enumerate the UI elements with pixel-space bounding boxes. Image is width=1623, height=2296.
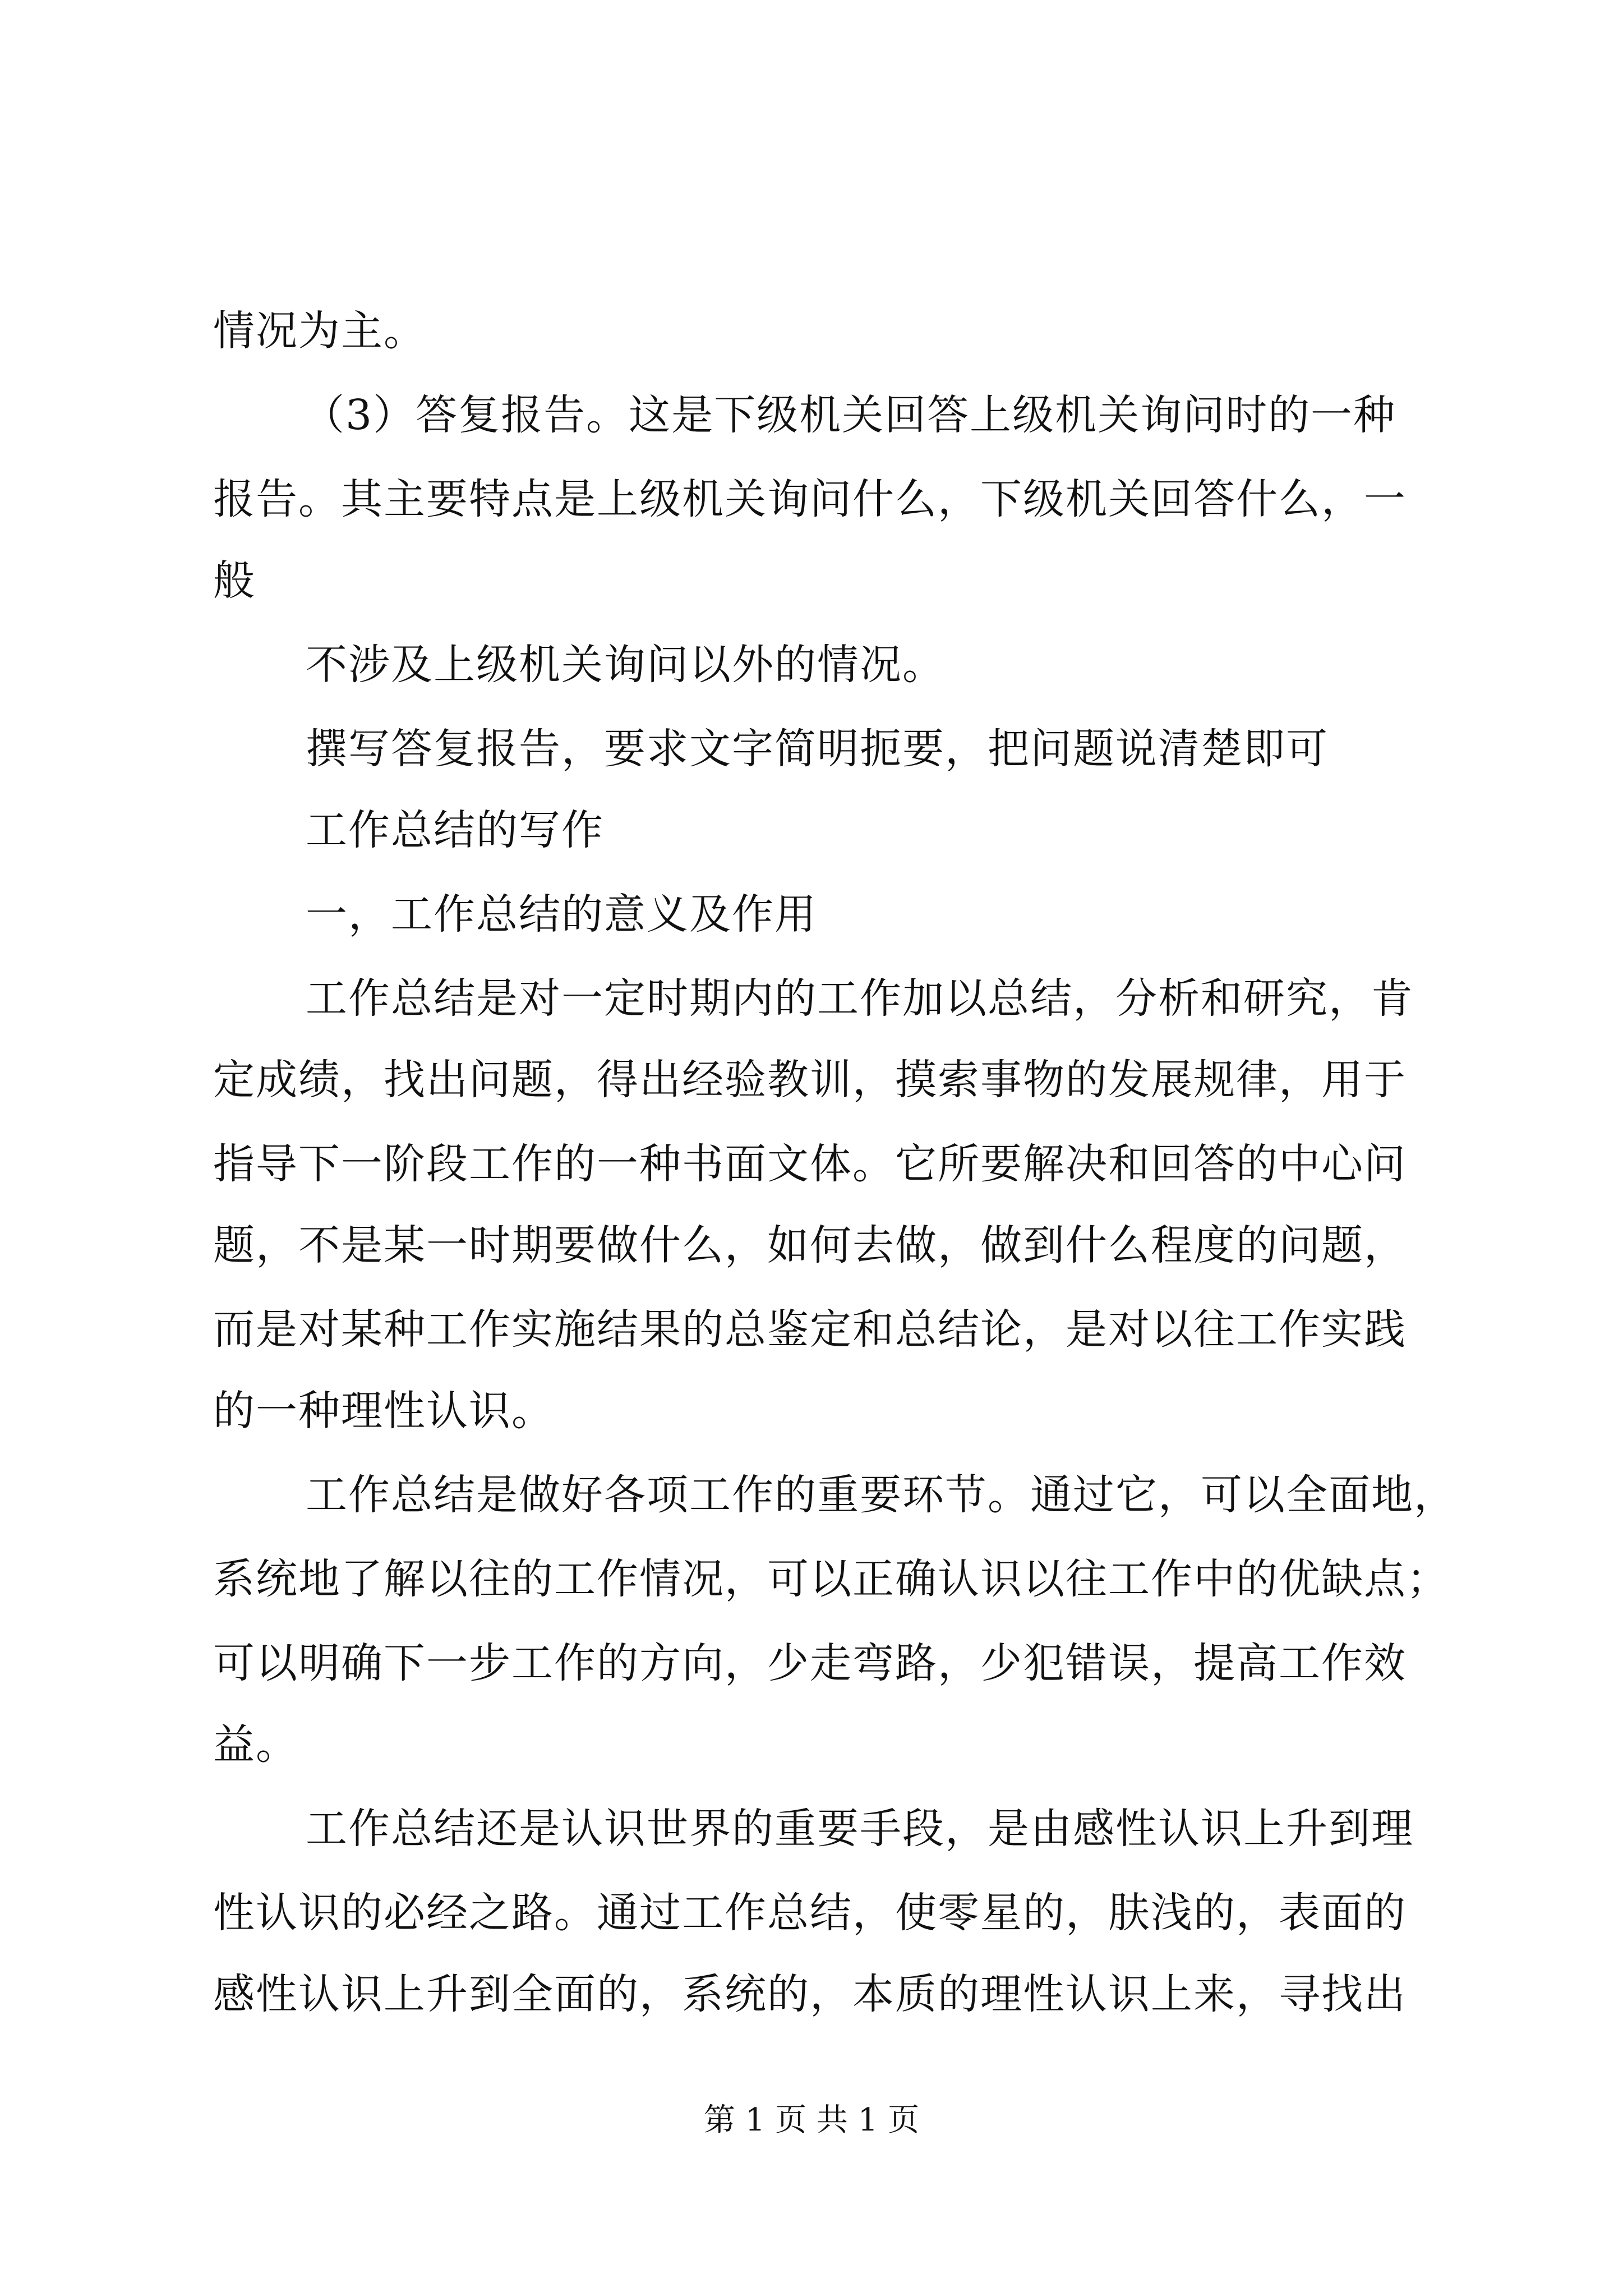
text-line: 工作总结是做好各项工作的重要环节。通过它，可以全面地， bbox=[306, 1471, 1456, 1519]
text-line: 可以明确下一步工作的方向，少走弯路，少犯错误，提高工作效 bbox=[213, 1639, 1407, 1687]
text-line: （3）答复报告。这是下级机关回答上级机关询问时的一种 bbox=[303, 391, 1396, 439]
text-line: 指导下一阶段工作的一种书面文体。它所要解决和回答的中心问 bbox=[213, 1140, 1407, 1188]
text-line: 的一种理性认识。 bbox=[213, 1387, 554, 1435]
text-line: 般 bbox=[213, 556, 256, 605]
page-footer: 第 1 页 共 1 页 bbox=[703, 2102, 920, 2138]
section-heading: 工作总结的写作 bbox=[306, 806, 604, 854]
text-line: 定成绩，找出问题，得出经验教训，摸索事物的发展规律，用于 bbox=[213, 1056, 1407, 1104]
subsection-heading: 一，工作总结的意义及作用 bbox=[306, 890, 817, 938]
text-line: 益。 bbox=[213, 1720, 298, 1769]
text-line: 感性认识上升到全面的，系统的，本质的理性认识上来，寻找出 bbox=[213, 1970, 1407, 2018]
text-line: 工作总结还是认识世界的重要手段，是由感性认识上升到理 bbox=[306, 1805, 1414, 1853]
text-line: 报告。其主要特点是上级机关询问什么，下级机关回答什么，一 bbox=[213, 475, 1407, 523]
text-line: 题，不是某一时期要做什么，如何去做，做到什么程度的问题， bbox=[213, 1221, 1407, 1269]
text-line: 撰写答复报告，要求文字简明扼要，把问题说清楚即可 bbox=[306, 725, 1329, 773]
text-line: 情况为主。 bbox=[213, 307, 426, 355]
text-line: 工作总结是对一定时期内的工作加以总结，分析和研究，肯 bbox=[306, 974, 1414, 1023]
text-line: 而是对某种工作实施结果的总鉴定和总结论，是对以往工作实践 bbox=[213, 1305, 1407, 1354]
text-line: 不涉及上级机关询问以外的情况。 bbox=[306, 641, 945, 689]
text-line: 性认识的必经之路。通过工作总结，使零星的，肤浅的，表面的 bbox=[213, 1889, 1407, 1937]
text-line: 系统地了解以往的工作情况，可以正确认识以往工作中的优缺点； bbox=[213, 1555, 1449, 1603]
